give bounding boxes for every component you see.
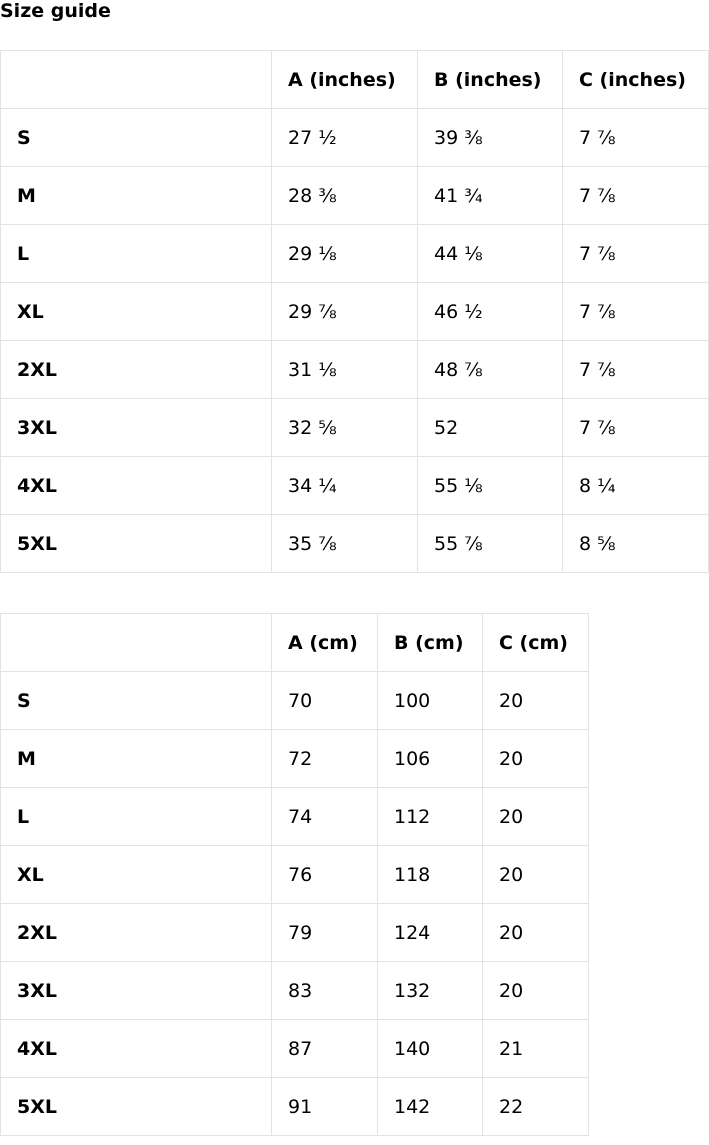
measure-c: 20 <box>483 846 589 904</box>
size-label: XL <box>1 283 272 341</box>
measure-a: 76 <box>272 846 378 904</box>
measure-c: 7 ⅞ <box>563 283 709 341</box>
measure-a: 29 ⅞ <box>272 283 418 341</box>
size-label: M <box>1 167 272 225</box>
size-label: 4XL <box>1 1020 272 1078</box>
size-label: 2XL <box>1 904 272 962</box>
page-title: Size guide <box>0 0 111 22</box>
table-row <box>1 515 709 573</box>
size-label: 5XL <box>1 515 272 573</box>
table-row <box>1 167 709 225</box>
measure-a: 83 <box>272 962 378 1020</box>
measure-c: 8 ¼ <box>563 457 709 515</box>
size-label: XL <box>1 846 272 904</box>
table-row <box>1 730 589 788</box>
measure-a: 29 ⅛ <box>272 225 418 283</box>
header-cell-b: B (cm) <box>378 614 483 672</box>
size-table-cm <box>0 613 589 1136</box>
measure-a: 91 <box>272 1078 378 1136</box>
measure-c: 21 <box>483 1020 589 1078</box>
measure-a: 35 ⅞ <box>272 515 418 573</box>
measure-c: 7 ⅞ <box>563 109 709 167</box>
size-label: 3XL <box>1 962 272 1020</box>
table-header-row <box>1 614 589 672</box>
measure-c: 7 ⅞ <box>563 167 709 225</box>
table-row <box>1 283 709 341</box>
measure-b: 132 <box>378 962 483 1020</box>
measure-c: 7 ⅞ <box>563 225 709 283</box>
header-cell-size <box>1 614 272 672</box>
size-label: L <box>1 788 272 846</box>
table-row <box>1 1078 589 1136</box>
measure-a: 87 <box>272 1020 378 1078</box>
table-row <box>1 788 589 846</box>
measure-a: 74 <box>272 788 378 846</box>
measure-c: 20 <box>483 730 589 788</box>
header-cell-a: A (cm) <box>272 614 378 672</box>
table-row <box>1 846 589 904</box>
header-cell-c: C (inches) <box>563 51 709 109</box>
measure-c: 20 <box>483 962 589 1020</box>
measure-b: 48 ⅞ <box>418 341 563 399</box>
measure-c: 22 <box>483 1078 589 1136</box>
measure-c: 20 <box>483 788 589 846</box>
measure-c: 20 <box>483 904 589 962</box>
size-label: 3XL <box>1 399 272 457</box>
measure-b: 55 ⅞ <box>418 515 563 573</box>
header-cell-a: A (inches) <box>272 51 418 109</box>
measure-a: 28 ⅜ <box>272 167 418 225</box>
measure-b: 41 ¾ <box>418 167 563 225</box>
size-label: M <box>1 730 272 788</box>
measure-c: 8 ⅝ <box>563 515 709 573</box>
header-cell-b: B (inches) <box>418 51 563 109</box>
table-row <box>1 1020 589 1078</box>
measure-b: 46 ½ <box>418 283 563 341</box>
table-row <box>1 341 709 399</box>
size-label: S <box>1 109 272 167</box>
size-label: 5XL <box>1 1078 272 1136</box>
table-row <box>1 457 709 515</box>
measure-b: 100 <box>378 672 483 730</box>
measure-b: 39 ⅜ <box>418 109 563 167</box>
measure-b: 106 <box>378 730 483 788</box>
measure-b: 118 <box>378 846 483 904</box>
measure-a: 72 <box>272 730 378 788</box>
table-row <box>1 109 709 167</box>
measure-b: 112 <box>378 788 483 846</box>
table-row <box>1 962 589 1020</box>
size-table-inches <box>0 50 709 573</box>
size-label: 4XL <box>1 457 272 515</box>
table-row <box>1 399 709 457</box>
table-row <box>1 225 709 283</box>
measure-a: 32 ⅝ <box>272 399 418 457</box>
measure-b: 140 <box>378 1020 483 1078</box>
measure-a: 70 <box>272 672 378 730</box>
measure-b: 142 <box>378 1078 483 1136</box>
measure-c: 7 ⅞ <box>563 399 709 457</box>
measure-a: 34 ¼ <box>272 457 418 515</box>
measure-b: 124 <box>378 904 483 962</box>
header-cell-c: C (cm) <box>483 614 589 672</box>
size-label: 2XL <box>1 341 272 399</box>
table-row <box>1 904 589 962</box>
measure-b: 52 <box>418 399 563 457</box>
size-label: L <box>1 225 272 283</box>
measure-a: 31 ⅛ <box>272 341 418 399</box>
table-header-row <box>1 51 709 109</box>
measure-c: 20 <box>483 672 589 730</box>
header-cell-size <box>1 51 272 109</box>
size-label: S <box>1 672 272 730</box>
measure-b: 44 ⅛ <box>418 225 563 283</box>
measure-a: 79 <box>272 904 378 962</box>
measure-a: 27 ½ <box>272 109 418 167</box>
measure-b: 55 ⅛ <box>418 457 563 515</box>
table-row <box>1 672 589 730</box>
measure-c: 7 ⅞ <box>563 341 709 399</box>
